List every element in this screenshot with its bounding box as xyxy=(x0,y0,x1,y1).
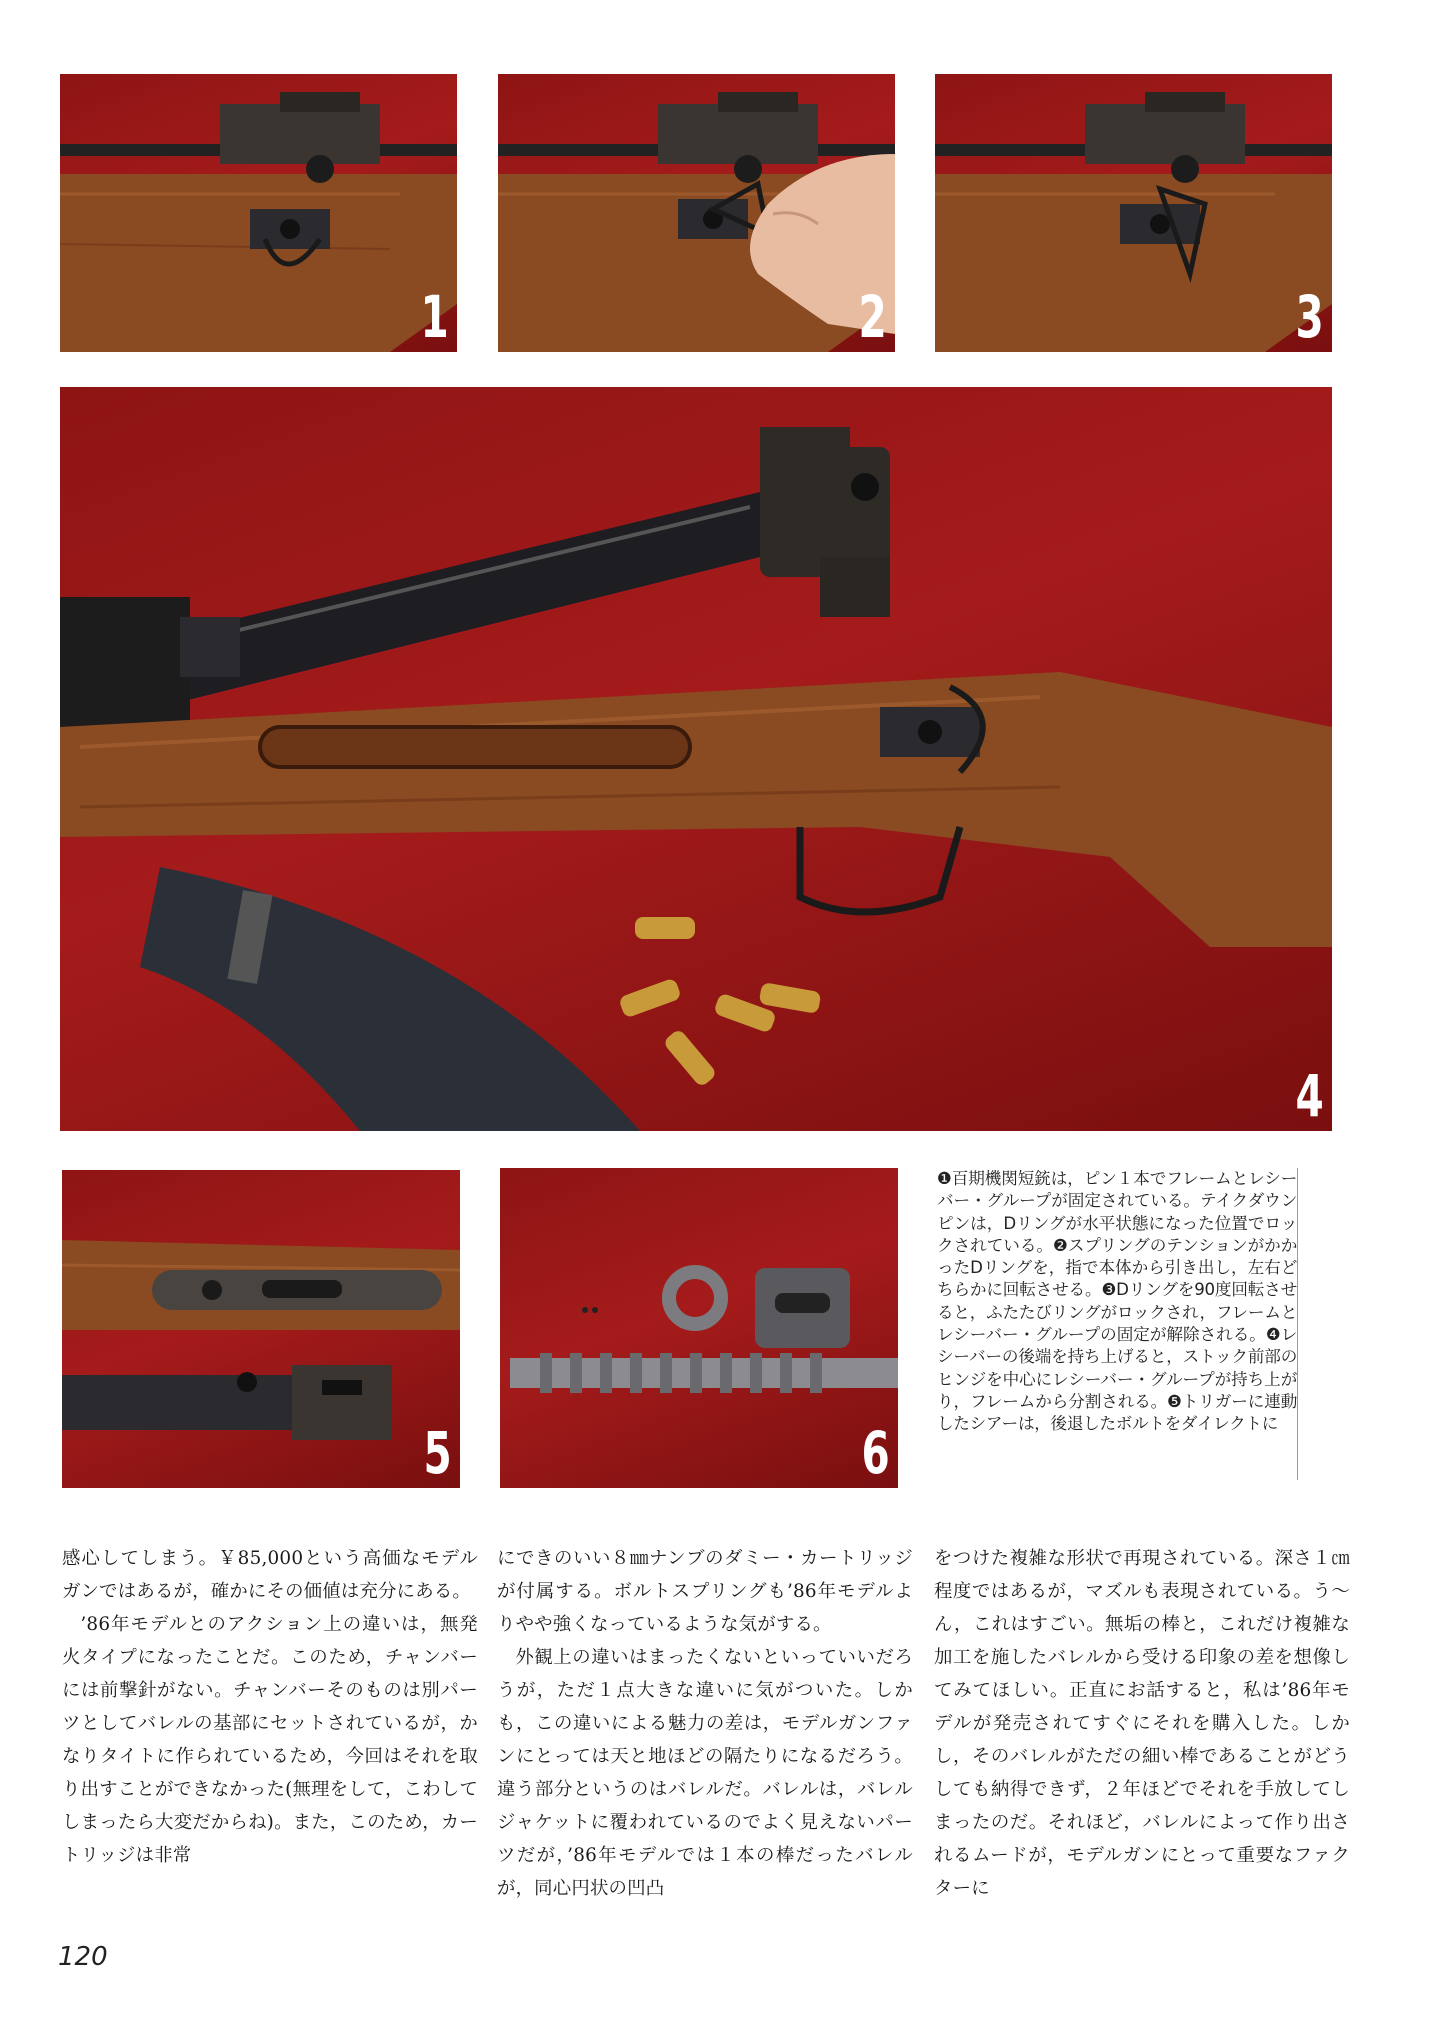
photo-number: 3 xyxy=(1295,283,1322,351)
photo-6 xyxy=(500,1168,898,1488)
text-column-3 xyxy=(934,1542,1350,1905)
hand-pulling-ring-image xyxy=(498,74,895,352)
photo-number: 5 xyxy=(423,1419,450,1487)
paragraph: をつけた複雑な形状で再現されている。深さ１㎝程度ではあるが，マズルも表現されている。う～ん，これはすごい。無垢の棒と，これだけ複雑な加工を施したバレルから受ける印象の差を想像してみてほしい。正直にお話すると，私は’86年モデルが発売されてすぐにそれを購入した。しかし，そのバレルがただの細い棒であることがどうしても納得できず，２年ほどでそれを手放してしまったのだ。それほど，バレルによって作り出されるムードが，モデルガンにとって重要なファクターに xyxy=(934,1548,1350,1899)
paragraph: にできのいい８㎜ナンブのダミー・カートリッジが付属する。ボルトスプリングも’86年モデルよりやや強くなっているような気がする。 xyxy=(497,1548,913,1635)
rifle-stock-image xyxy=(60,74,457,352)
text-column-2 xyxy=(497,1542,913,1905)
photo-number: 4 xyxy=(1295,1062,1322,1130)
text-column-1 xyxy=(62,1542,478,1872)
page-number: 120 xyxy=(58,1942,108,1972)
photo-number: 1 xyxy=(420,283,447,351)
photo-1 xyxy=(60,74,457,352)
paragraph: ’86年モデルとのアクション上の違いは，無発火タイプになったことだ。このため，チャンバーには前撃針がない。チャンバーそのものは別パーツとしてバレルの基部にセットされているが，かなりタイトに作られているため，今回はそれを取り出すことができなかった(無理をして，こわしてしまったら大変だからね)。また，このため，カートリッジは非常 xyxy=(62,1614,479,1866)
ring-rotated-image xyxy=(935,74,1332,352)
paragraph: 外観上の違いはまったくないといっていいだろうが，ただ１点大きな違いに気がついた。しかも，この違いによる魅力の差は，モデルガンファンにとっては天と地ほどの隔たりになるだろう。違う部分というのはバレルだ。バレルは，バレルジャケットに覆われているのでよく見えないパーツだが，’86年モデルでは１本の棒だったバレルが，同心円状の凹凸 xyxy=(497,1647,913,1899)
photo-2 xyxy=(498,74,895,352)
photo-number: 6 xyxy=(861,1419,888,1487)
photo-3 xyxy=(935,74,1332,352)
photo-number: 2 xyxy=(858,283,885,351)
disassembled-gun-image xyxy=(60,387,1332,1131)
photo-4 xyxy=(60,387,1332,1131)
photo-5 xyxy=(62,1170,460,1488)
receiver-detail-image xyxy=(62,1170,460,1488)
paragraph: 感心してしまう。￥85,000という高価なモデルガンではあるが，確かにその価値は充分にある。 xyxy=(62,1548,478,1602)
barrel-parts-image xyxy=(500,1168,898,1488)
photo-caption: ❶百期機関短銃は，ピン１本でフレームとレシーバー・グループが固定されている。テイクダウンピンは，Dリングが水平状態になった位置でロックされている。❷スプリングのテンションがかかったDリングを，指で本体から引き出し，左右どちらかに回転させる。❸Dリングを90度回転させると，ふたたびリングがロックされ，フレームとレシーバー・グループの固定が解除される。❹レシーバーの後端を持ち上げると，ストック前部のヒンジを中心にレシーバー・グループが持ち上がり，フレームから分割される。❺トリガーに連動したシアーは，後退したボルトをダイレクトに xyxy=(937,1168,1298,1480)
